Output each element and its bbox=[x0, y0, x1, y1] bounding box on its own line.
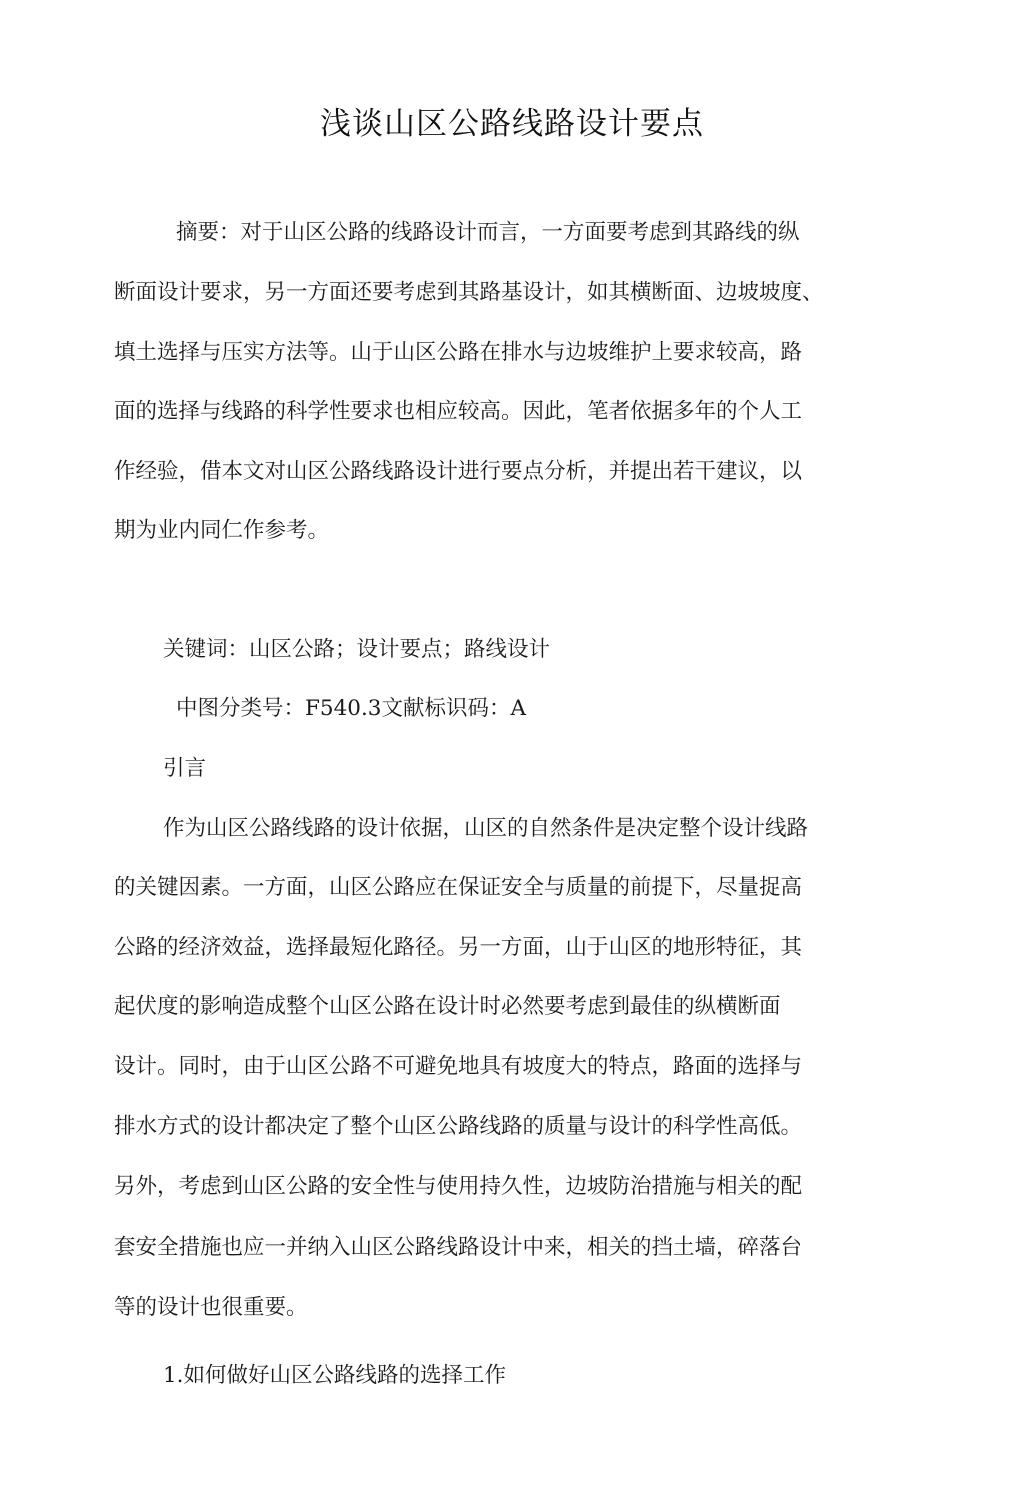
abstract-line: 面的选择与线路的科学性要求也相应较高。因此，笔者依据多年的个人工 bbox=[114, 399, 803, 424]
intro-line: 等的设计也很重要。 bbox=[114, 1295, 308, 1320]
abstract-line: 期为业内同仁作参考。 bbox=[114, 518, 330, 543]
intro-line: 的关键因素。一方面，山区公路应在保证安全与质量的前提下，尽量捉高 bbox=[114, 875, 803, 900]
intro-line: 排水方式的设计都决定了整个山区公路线路的质量与设计的科学性高低。 bbox=[114, 1114, 803, 1139]
keywords: 关键词：山区公路；设计要点；路线设计 bbox=[163, 637, 551, 662]
abstract-line: 作经验，借本文对山区公路线路设计进行要点分析，并提出若干建议，以 bbox=[114, 459, 803, 484]
intro-heading: 引言 bbox=[163, 756, 207, 781]
abstract-line: 摘要：对于山区公路的线路设计而言，一方面要考虑到其路线的纵 bbox=[176, 220, 800, 245]
abstract-line: 填土选择与压实方法等。山于山区公路在排水与边坡维护上要求较高，路 bbox=[114, 340, 803, 365]
document-title: 浅谈山区公路线路设计要点 bbox=[320, 106, 704, 142]
intro-line: 套安全措施也应一并纳入山区公路线路设计中来，相关的挡土墙，碎落台 bbox=[114, 1235, 803, 1260]
intro-line: 起伏度的影响造成整个山区公路在设计时必然要考虑到最佳的纵横断面 bbox=[114, 994, 781, 1019]
intro-line: 作为山区公路线路的设计依据，山区的自然条件是决定整个设计线路 bbox=[163, 816, 809, 841]
classification: 中图分类号：F540.3文献标识码：A bbox=[176, 696, 526, 721]
abstract-line: 断面设计要求，另一方面还要考虑到其路基设计，如其横断面、边坡坡度、 bbox=[114, 280, 824, 305]
intro-line: 公路的经济效益，选择最短化路径。另一方面，山于山区的地形特征，其 bbox=[114, 935, 803, 960]
intro-line: 设计。同时，由于山区公路不可避免地具有坡度大的特点，路面的选择与 bbox=[114, 1054, 803, 1079]
intro-line: 另外，考虑到山区公路的安全性与使用持久性，边坡防治措施与相关的配 bbox=[114, 1174, 803, 1199]
section-heading: 1.如何做好山区公路线路的选择工作 bbox=[163, 1363, 507, 1388]
